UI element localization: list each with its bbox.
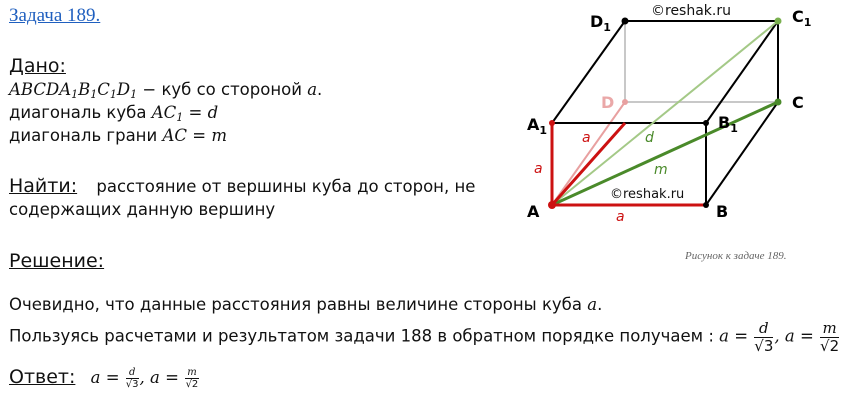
cube-diagonal-text: диагональ куба [9,103,152,122]
answer-frac-den-sqrt2: √2 [185,379,199,390]
solution-eq-sep: , a = [774,326,820,346]
face-diagonal-text: диагональ грани [9,126,163,145]
solution-a: a [587,295,598,314]
sub-ac1: 1 [176,111,184,124]
vertex-d1-dot [622,18,629,25]
sub-a1: 1 [71,88,79,101]
label-b: B [716,202,729,221]
watermark-top: ©reshak.ru [651,3,731,19]
face-diagonal-eq: = [186,126,212,145]
label-d: D [601,93,615,112]
edge-label-a-diagonal: a [582,130,591,146]
cube-desc-text: − куб со стороной [137,80,308,99]
vertex-c1-dot [775,18,782,25]
edge-label-m: m [654,162,668,178]
figure-caption: Рисунок к задаче 189. [685,250,787,262]
given-heading: Дано: [9,55,66,77]
solution-text-1-end: . [597,295,603,314]
answer-frac-num-d: d [126,367,139,379]
answer-frac-den-sqrt3: √3 [125,379,139,390]
label-a1: $A_1$ [527,115,548,137]
vertex-a-dot [548,201,556,209]
problem-title[interactable]: Задача 189. [9,5,101,26]
cube-diagonal-d: d [207,103,219,122]
solution-eq-a1: a = [719,326,754,346]
sub-c1: 1 [109,88,117,101]
find-text-1: расстояние от вершины куба до сторон, не [96,177,476,196]
cube-diagonal-ac: AC [151,103,177,122]
sub-b1: 1 [90,88,98,101]
vertex-d-dot [622,99,628,105]
vertex-a1-dot [549,120,555,126]
cube-diagonal-eq: = [183,103,208,122]
face-diagonal-ac: AC [162,126,187,145]
answer-frac-num-m: m [187,367,197,378]
label-b1: $B_1$ [718,113,738,135]
label-d1: $D_1$ [590,12,611,34]
face-diagonal-m: m [211,126,227,145]
answer-heading: Ответ: [9,366,76,388]
side-var-a: a [307,80,318,99]
label-c1: $C_1$ [792,7,812,29]
solution-heading: Решение: [9,250,105,272]
label-c: C [792,93,804,112]
solution-text-1: Очевидно, что данные расстояния равны величине стороны куба [9,295,588,314]
answer-sep: , a = [139,368,185,387]
cube-name-c: C [97,80,110,99]
vertex-c-dot [775,99,782,106]
solution-frac-den-sqrt3: √3 [754,336,774,355]
cube-line-end: . [317,80,323,99]
solution-text-2: Пользуясь расчетами и результатом задачи 188 в обратном порядке получаем : [9,326,720,346]
edge-label-d: d [645,130,654,146]
solution-frac-num-d: d [754,320,773,338]
edge-label-a-left: a [534,161,543,177]
watermark-middle: ©reshak.ru [610,187,685,202]
edge-label-a-bottom: a [616,209,625,225]
cube-name-d: D [116,80,131,99]
vertex-b-dot [703,202,709,208]
solution-frac-den-sqrt2: √2 [820,336,840,355]
cube-name-abcda: ABCDA [9,80,72,99]
find-text-2: содержащих данную вершину [9,200,276,219]
solution-frac-num-m: m [820,320,839,338]
vertex-b1-dot [703,120,709,126]
cube-name-b: B [78,80,91,99]
find-heading: Найти: [9,175,78,197]
answer-a1: a = [90,368,125,387]
label-a: A [527,202,540,221]
sub-d1: 1 [130,88,138,101]
